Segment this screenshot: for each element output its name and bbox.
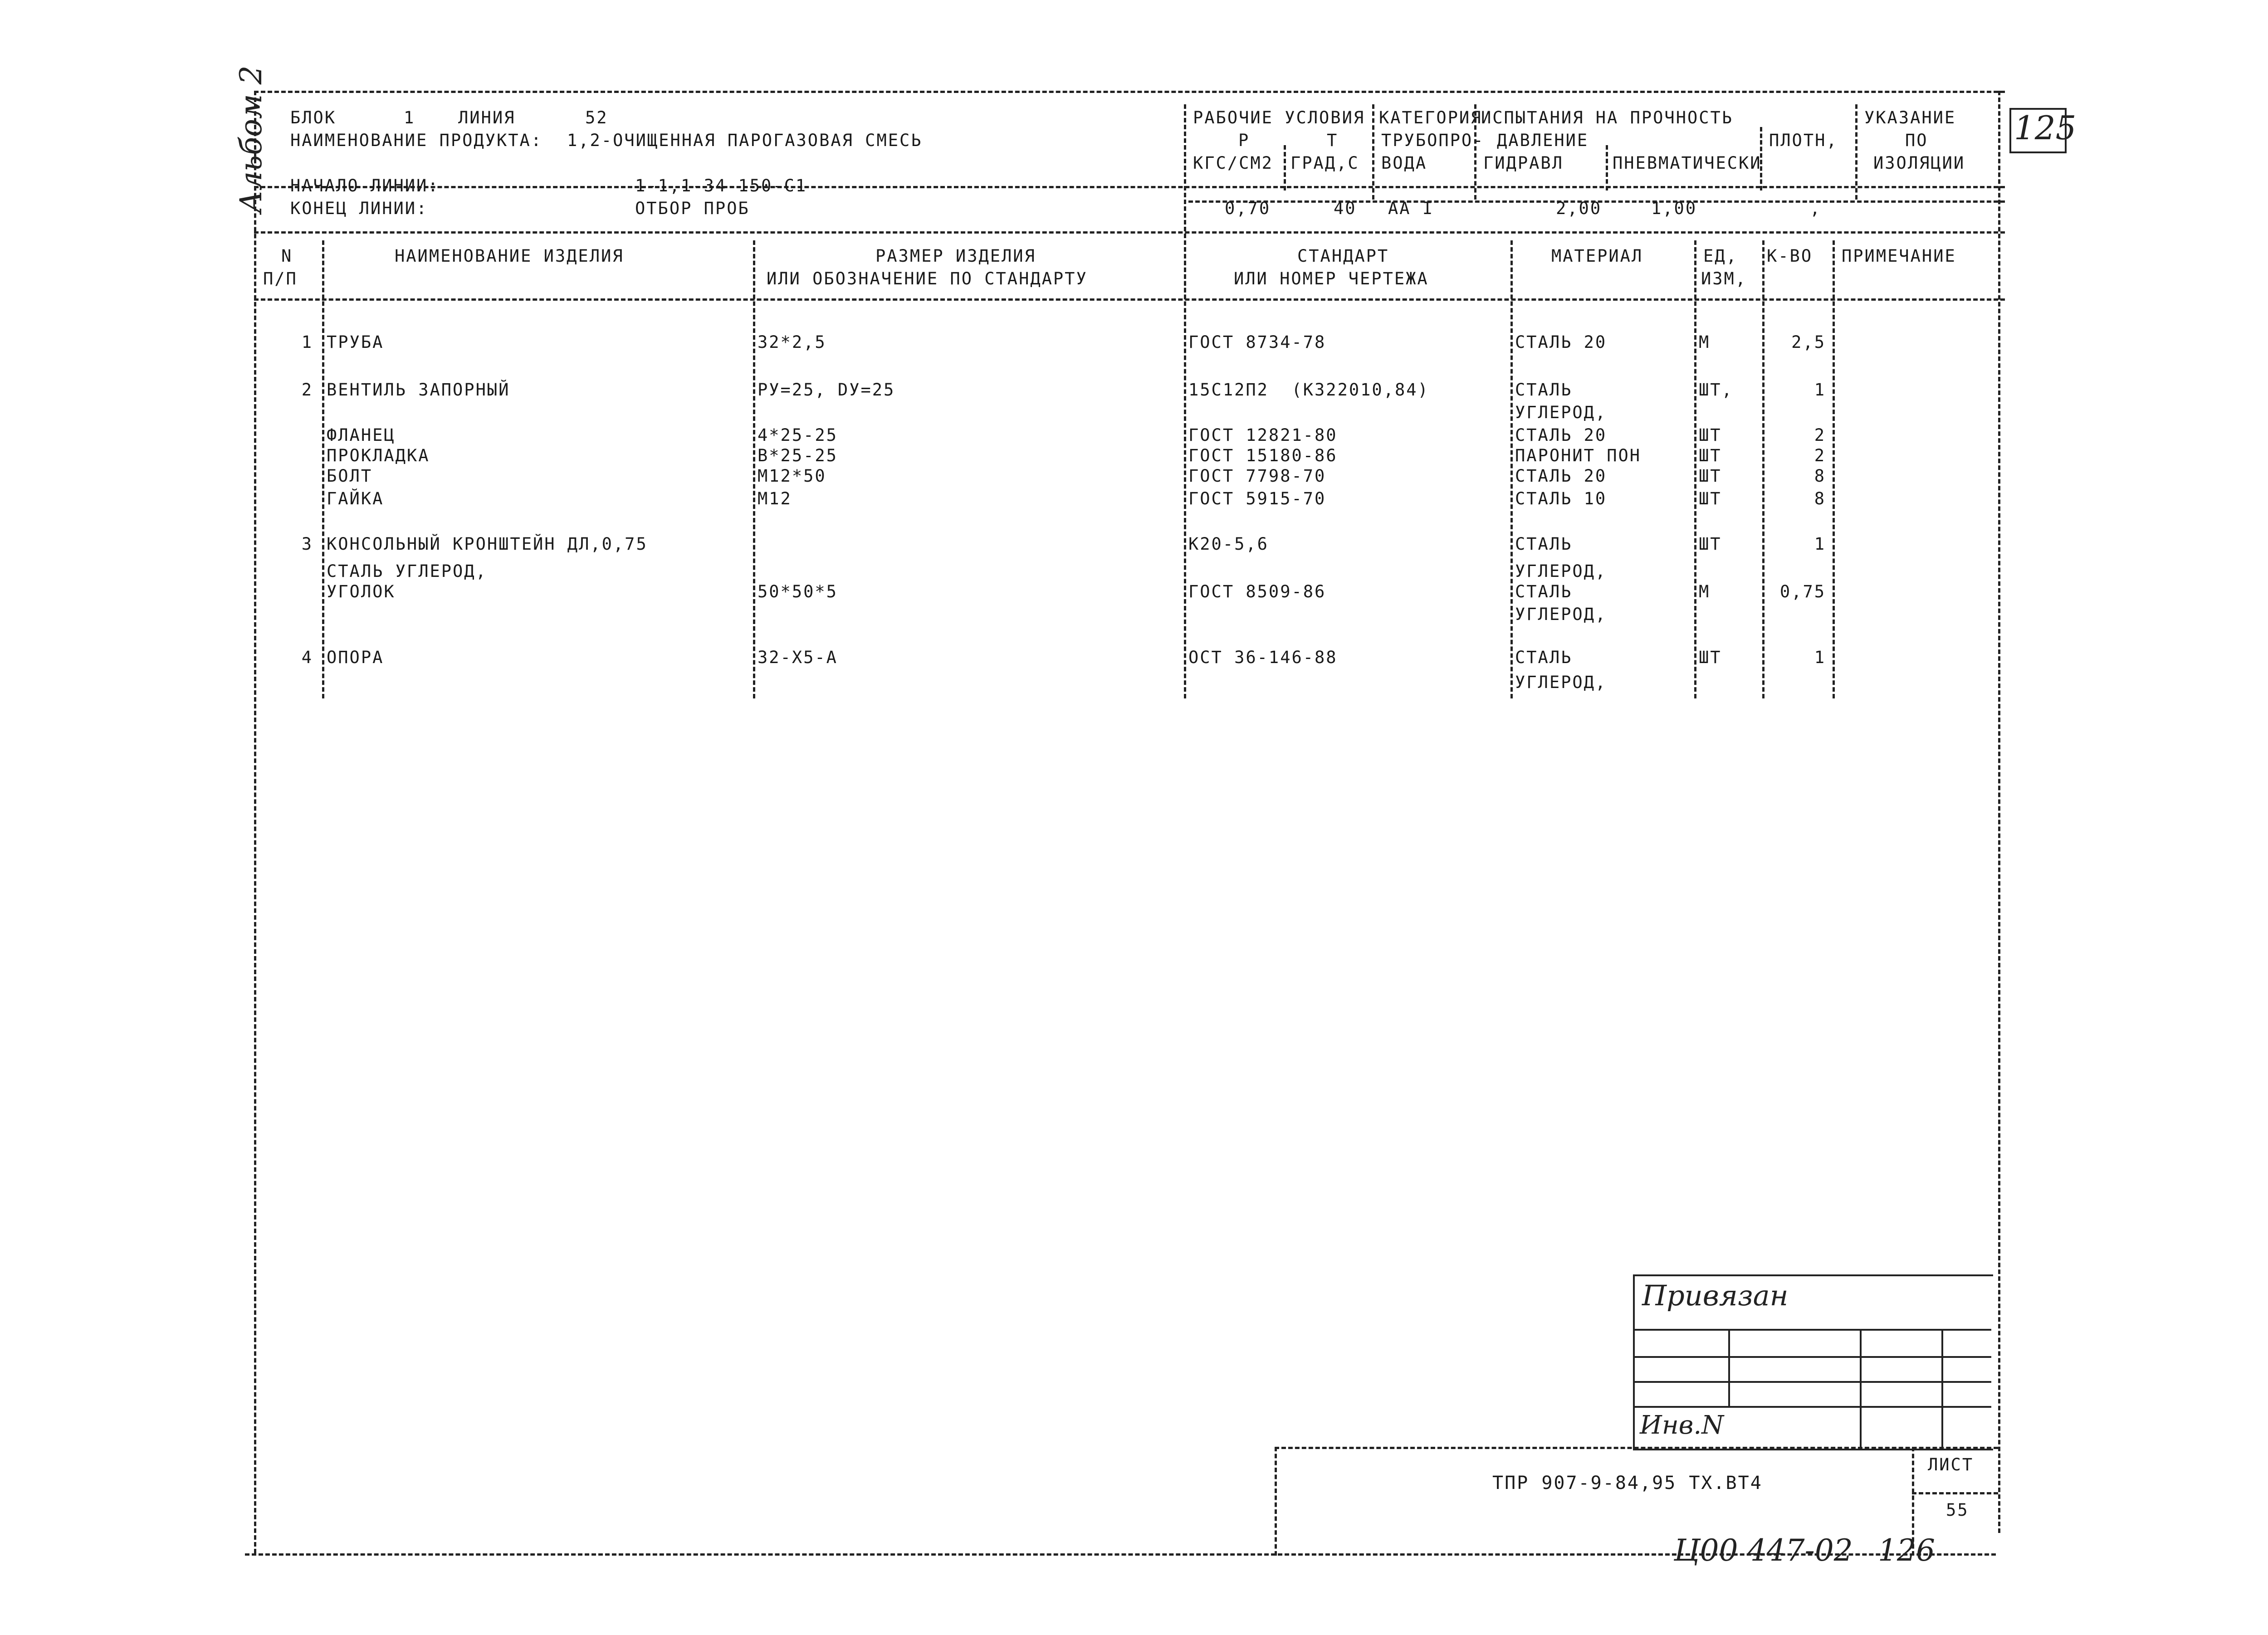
top-border [254,91,2005,93]
row-material: СТАЛЬ [1515,648,1573,667]
col-sep-qty [1762,240,1765,698]
doc-code: ТПР 907-9-84,95 ТХ.ВТ4 [1492,1473,1763,1493]
category-value: АА I [1388,199,1434,218]
col-sep-mat [1510,240,1513,698]
start-value: 1-1,1-34-150-С1 [635,176,807,195]
pneumatic-value: 1,00 [1651,199,1697,218]
title-block-left [1275,1447,1277,1556]
row-qty: 2 [1814,425,1826,445]
row-standard: ГОСТ 5915-70 [1188,489,1326,508]
line-value: 52 [585,108,608,127]
row-standard: ГОСТ 7798-70 [1188,466,1326,486]
col-unit-label-1: ЕД, [1703,246,1738,266]
header-mid-line [254,186,2005,188]
insulation-sub2: ИЗОЛЯЦИИ [1873,153,1965,173]
col-note-label: ПРИМЕЧАНИЕ [1842,246,1956,266]
density-label: ПЛОТН, [1769,131,1838,150]
row-standard: ГОСТ 12821-80 [1188,425,1338,445]
row-size: РУ=25, DУ=25 [758,380,895,400]
row-size: М12 [758,489,792,508]
row-size: М12*50 [758,466,826,486]
row-unit: М [1699,582,1711,601]
block-value: 1 [404,108,415,127]
hdr-sep-pneum [1606,145,1608,190]
col-material-label: МАТЕРИАЛ [1551,246,1643,266]
stamp-bound-label: Привязан [1642,1279,1789,1312]
hdr-sep-p [1284,145,1286,190]
hydraulic-label: ГИДРАВЛ [1483,153,1564,173]
col-num-label-1: N [281,246,293,266]
row-material: СТАЛЬ [1515,582,1573,601]
row-material: УГЛЕРОД, [1515,673,1607,692]
row-material: СТАЛЬ 20 [1515,425,1607,445]
row-size: 32-Х5-А [758,648,838,667]
right-border [1998,91,2000,1533]
stamp-col-1 [1728,1329,1730,1406]
col-qty-label: К-ВО [1767,246,1813,266]
col-name-label: НАИМЕНОВАНИЕ ИЗДЕЛИЯ [395,246,624,266]
row-qty: 0,75 [1779,582,1826,601]
start-label: НАЧАЛО ЛИНИИ: [290,176,440,195]
row-num: 2 [301,380,313,400]
row-material: СТАЛЬ [1515,380,1573,400]
row-standard: К20-5,6 [1188,534,1269,554]
row-material: УГЛЕРОД, [1515,403,1607,422]
col-sep-unit [1694,240,1696,698]
stamp-line-3 [1633,1381,1991,1383]
row-unit: ШТ [1699,425,1722,445]
t-value: 40 [1334,199,1357,218]
row-qty: 1 [1814,648,1826,667]
header-bottom-line [254,231,2005,234]
col-num-label-2: П/П [263,269,298,288]
row-unit: ШТ [1699,489,1722,508]
stamp-col-3 [1941,1329,1943,1447]
row-standard: ГОСТ 8509-86 [1188,582,1326,601]
archive-code: Ц00 447-02 [1674,1533,1853,1568]
row-name: ВЕНТИЛЬ ЗАПОРНЫЙ [327,380,510,400]
work-conditions-title: РАБОЧИЕ УСЛОВИЯ [1193,108,1365,127]
row-size: 50*50*5 [758,582,838,601]
row-size: В*25-25 [758,446,838,465]
row-standard: ГОСТ 8734-78 [1188,332,1326,352]
stamp-line-2 [1633,1356,1991,1358]
col-size-label-1: РАЗМЕР ИЗДЕЛИЯ [875,246,1036,266]
p-unit: КГС/СМ2 [1193,153,1273,173]
row-name: ТРУБА [327,332,384,352]
col-unit-label-2: ИЗМ, [1701,269,1747,288]
col-sep-num [322,240,324,698]
p-label: Р [1238,131,1250,150]
left-border [254,91,256,1553]
category-sub1: ТРУБОПРО- [1381,131,1485,150]
row-qty: 2 [1814,446,1826,465]
row-name: ОПОРА [327,648,384,667]
product-value: 1,2-ОЧИЩЕННАЯ ПАРОГАЗОВАЯ СМЕСЬ [567,131,923,150]
end-label: КОНЕЦ ЛИНИИ: [290,199,428,218]
row-material: СТАЛЬ 20 [1515,466,1607,486]
row-unit: ШТ [1699,534,1722,554]
tests-title: ИСПЫТАНИЯ НА ПРОЧНОСТЬ [1481,108,1734,127]
row-num: 3 [301,534,313,554]
sheet-value: 55 [1946,1500,1969,1520]
category-title: КАТЕГОРИЯ [1379,108,1482,127]
pneumatic-label: ПНЕВМАТИЧЕСКИ [1613,153,1762,173]
title-block-sheet-line [1912,1492,1998,1494]
col-std-label-1: СТАНДАРТ [1297,246,1389,266]
row-name: КОНСОЛЬНЫЙ КРОНШТЕЙН ДЛ,0,75 [327,534,648,554]
sheet-number-handwritten: 125 [2014,109,2077,147]
product-label: НАИМЕНОВАНИЕ ПРОДУКТА: [290,131,543,150]
col-sep-note [1833,240,1835,698]
row-unit: ШТ [1699,648,1722,667]
row-qty: 1 [1814,534,1826,554]
col-std-label-2: ИЛИ НОМЕР ЧЕРТЕЖА [1234,269,1429,288]
col-sep-size [753,240,755,698]
hdr-sep-category [1372,104,1374,200]
hydraulic-value: 2,00 [1556,199,1602,218]
col-size-label-2: ИЛИ ОБОЗНАЧЕНИЕ ПО СТАНДАРТУ [767,269,1088,288]
t-label: Т [1327,131,1339,150]
insulation-title: УКАЗАНИЕ [1864,108,1956,127]
category-sub2: ВОДА [1381,153,1427,173]
row-num: 1 [301,332,313,352]
row-qty: 8 [1814,489,1826,508]
row-size: 32*2,5 [758,332,826,352]
row-standard: ОСТ 36-146-88 [1188,648,1338,667]
row-material: СТАЛЬ [1515,534,1573,554]
row-name: ФЛАНЕЦ [327,425,396,445]
row-unit: ШТ, [1699,380,1733,400]
row-material: УГЛЕРОД, [1515,561,1607,581]
stamp-col-2 [1860,1329,1862,1447]
stamp-inv-label: Инв.N [1640,1410,1724,1440]
row-material: СТАЛЬ 10 [1515,489,1607,508]
album-note: Альбом 2 [234,65,269,213]
pressure-label: ДАВЛЕНИЕ [1497,131,1589,150]
line-label: ЛИНИЯ [458,108,516,127]
insulation-sub1: ПО [1905,131,1928,150]
density-value: , [1810,199,1822,218]
row-unit: М [1699,332,1711,352]
t-unit: ГРАД,С [1290,153,1359,173]
title-block-top [1275,1447,1998,1449]
row-name: СТАЛЬ УГЛЕРОД, [327,561,487,581]
p-value: 0,70 [1225,199,1271,218]
stamp-line-4 [1633,1406,1991,1408]
sheet-label: ЛИСТ [1928,1455,1974,1474]
row-name: БОЛТ [327,466,373,486]
row-qty: 1 [1814,380,1826,400]
row-material: ПАРОНИТ ПОН [1515,446,1642,465]
row-name: УГОЛОК [327,582,396,601]
hdr-sep-insul [1855,104,1857,200]
block-label: БЛОК [290,108,337,127]
end-value: ОТБОР ПРОБ [635,199,750,218]
row-name: ПРОКЛАДКА [327,446,430,465]
row-name: ГАЙКА [327,489,384,508]
row-num: 4 [301,648,313,667]
col-sep-std [1184,240,1186,698]
row-material: СТАЛЬ 20 [1515,332,1607,352]
colhead-bottom-line [254,298,2005,301]
row-size: 4*25-25 [758,425,838,445]
row-standard: 15С12П2 (КЗ22010,84) [1188,380,1429,400]
row-unit: ШТ [1699,466,1722,486]
archive-page: 126 [1878,1533,1935,1568]
row-qty: 8 [1814,466,1826,486]
row-unit: ШТ [1699,446,1722,465]
row-qty: 2,5 [1791,332,1826,352]
row-material: УГЛЕРОД, [1515,605,1607,624]
row-standard: ГОСТ 15180-86 [1188,446,1338,465]
stamp-line-1 [1633,1329,1991,1331]
